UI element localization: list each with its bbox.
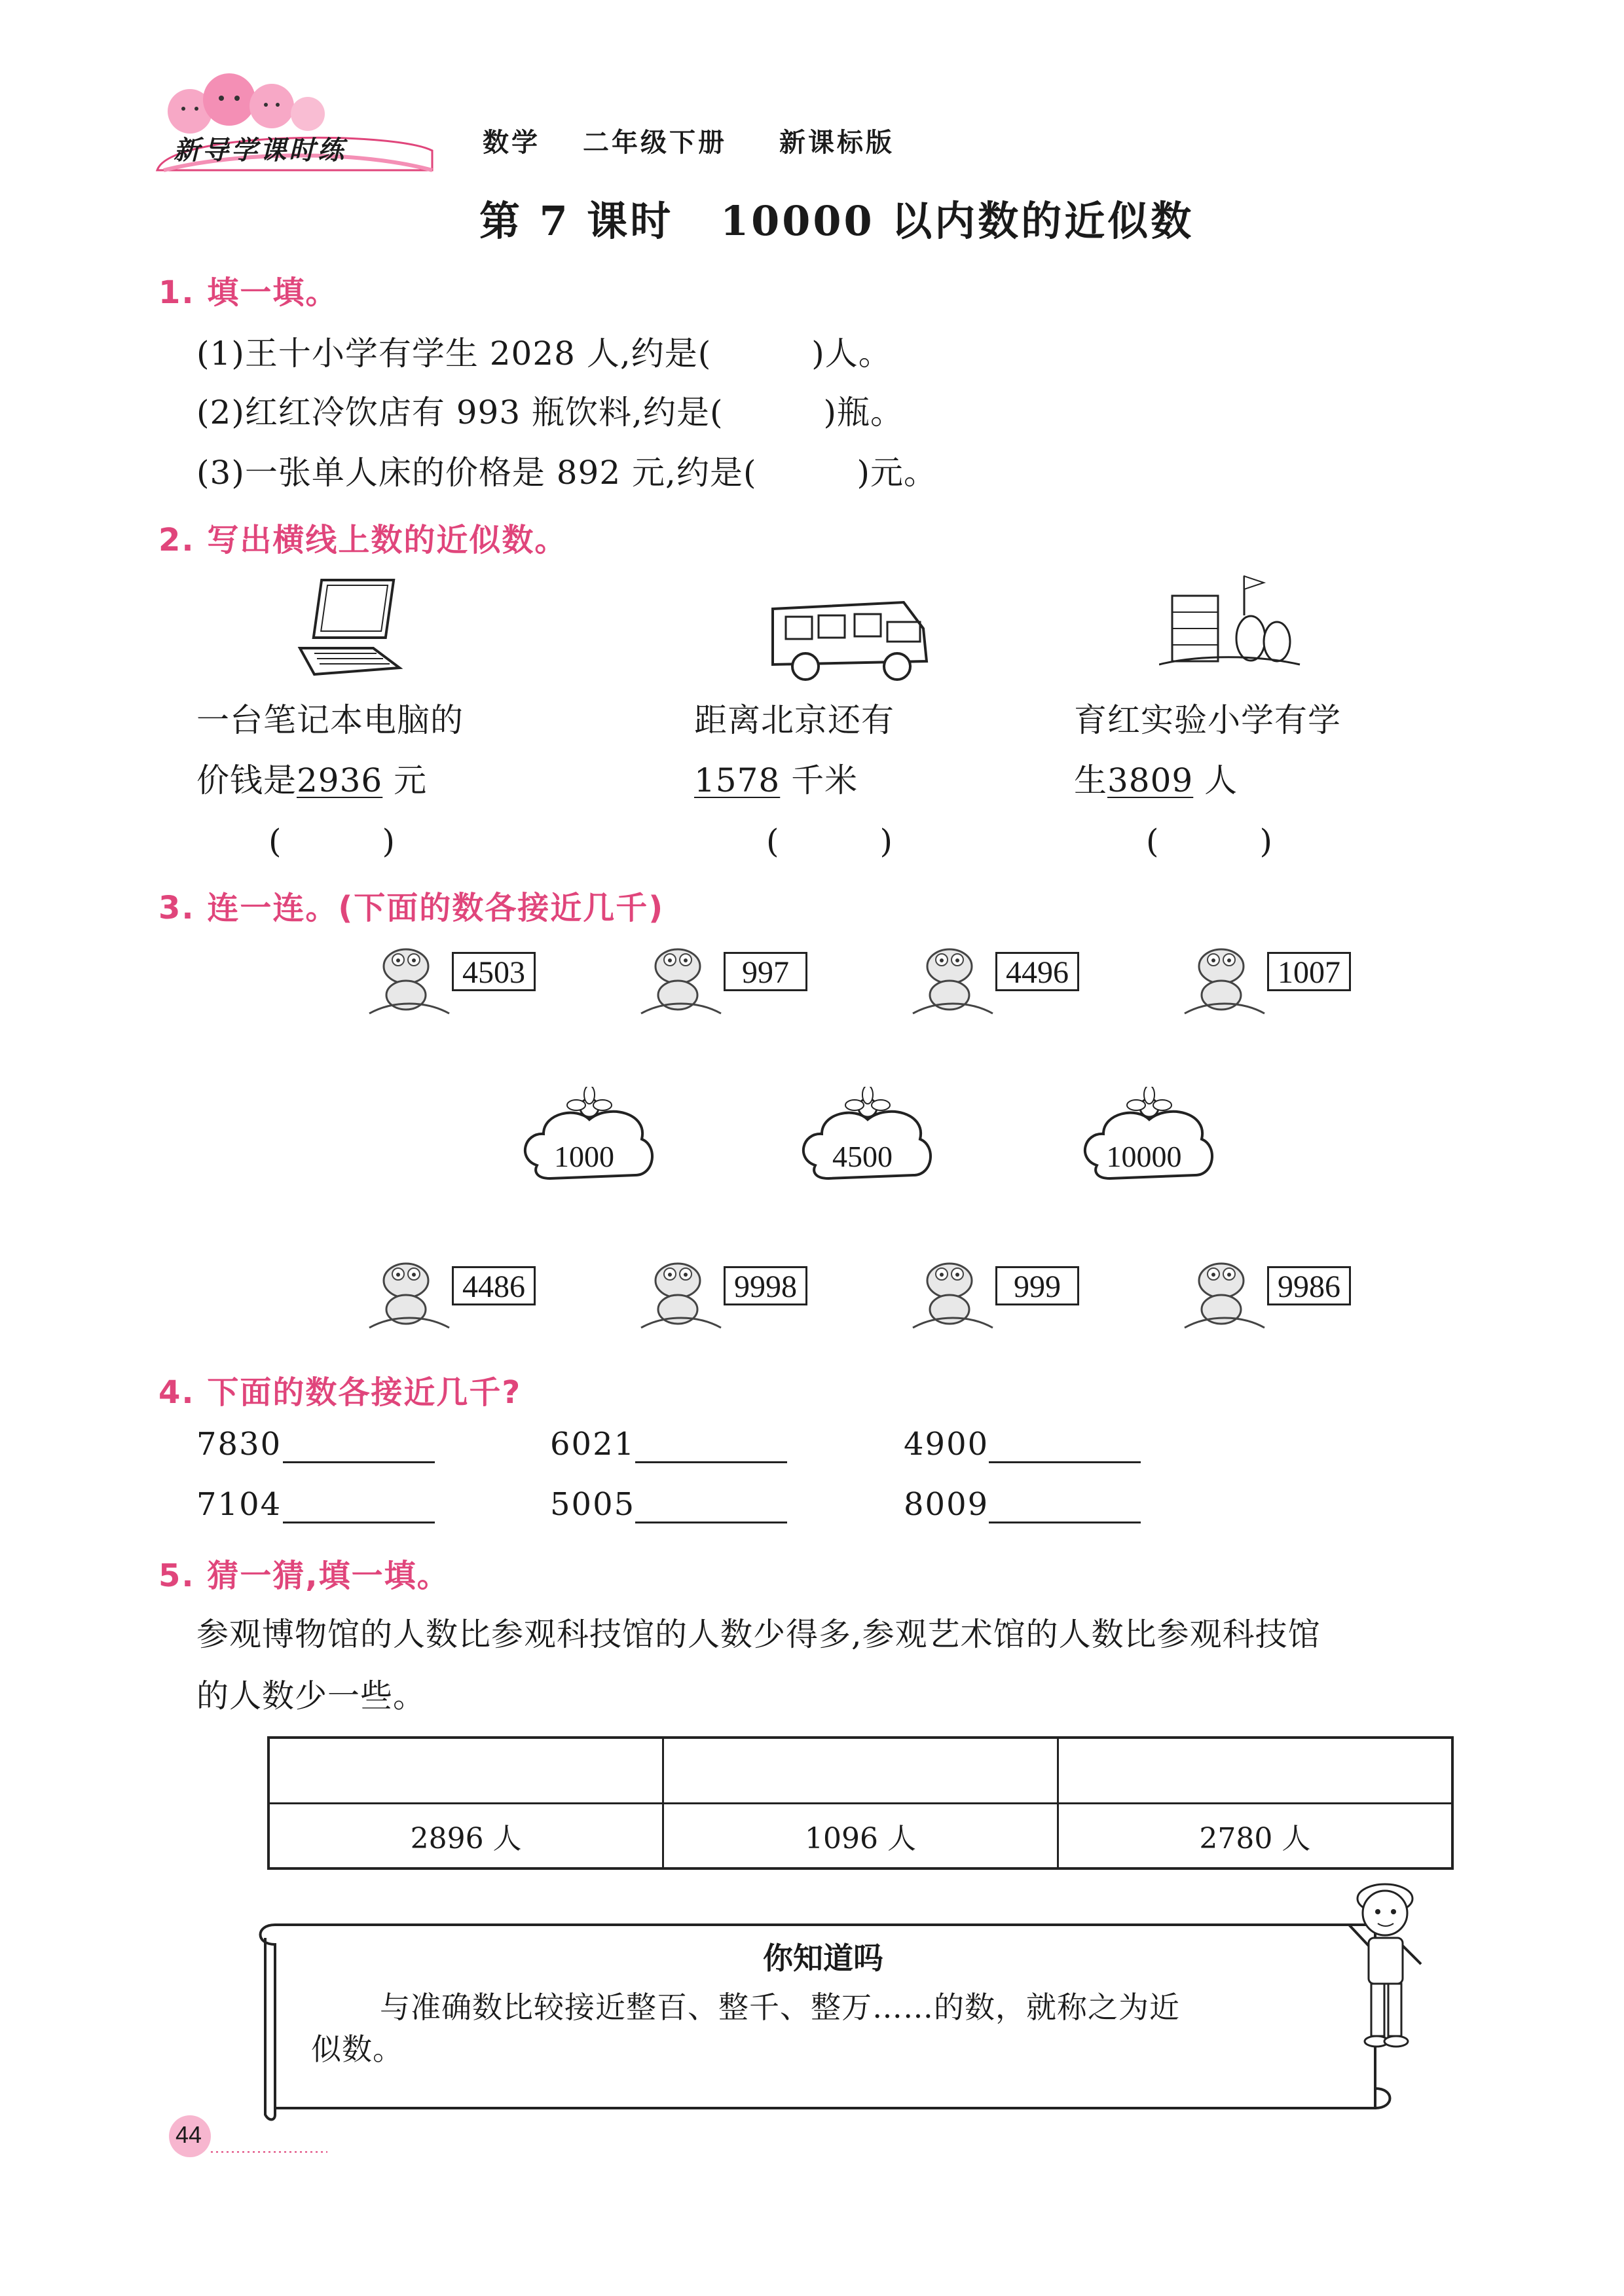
q4-number: 6021: [550, 1426, 636, 1463]
tip-line2: 似数。: [311, 2032, 403, 2067]
q3-bottom-number-2: 9998: [724, 1266, 807, 1305]
frog-icon: [910, 1254, 995, 1333]
q3-cloud-3: 10000: [1106, 1140, 1182, 1173]
q5-blank-cell[interactable]: [663, 1738, 1058, 1803]
q5-blank-cell[interactable]: [268, 1738, 663, 1803]
q2-card-1-line2: 价钱是2936 元: [196, 761, 428, 799]
series-name: 新导学课时练: [174, 135, 346, 166]
q4-title: 4. 下面的数各接近几千?: [158, 1374, 522, 1411]
q3-top-number-2: 997: [724, 952, 807, 991]
q2-card-3-number: 3809: [1107, 761, 1194, 799]
q4-answer-blank[interactable]: [635, 1522, 787, 1523]
frog-icon: [1182, 940, 1267, 1019]
frog-icon: [910, 940, 995, 1019]
q4-number: 8009: [904, 1486, 989, 1523]
q4-answer-blank[interactable]: [635, 1461, 787, 1463]
q5-blank-cell[interactable]: [1058, 1738, 1452, 1803]
page-number: 44: [175, 2121, 202, 2148]
lesson-topic: 10000 以内数的近似数: [720, 197, 1194, 245]
q5-value-cell: 2896 人: [268, 1803, 663, 1868]
q2-card-3-answer: ( ): [1146, 822, 1274, 860]
q3-top-number-3: 4496: [995, 952, 1079, 991]
q2-card-2-line2: 1578 千米: [694, 761, 858, 799]
q5-table: [267, 1736, 1454, 1870]
frog-icon: [638, 1254, 724, 1333]
q2-card-2-number: 1578: [694, 761, 781, 799]
q5-value-cell: 2780 人: [1058, 1803, 1452, 1868]
bus-icon: [760, 589, 936, 687]
tip-line1: 与准确数比较接近整百、整千、整万……的数，就称之为近: [380, 1990, 1180, 2025]
q2-card-1-answer: ( ): [268, 822, 396, 860]
q4-answer-blank[interactable]: [283, 1461, 435, 1463]
q2-card-2-line1: 距离北京还有: [694, 701, 895, 739]
q5-title: 5. 猜一猜,填一填。: [158, 1558, 450, 1594]
q4-number: 4900: [904, 1426, 989, 1463]
q1-item-3: (3)一张单人床的价格是 892 元,约是( )元。: [196, 454, 937, 492]
q5-value-cell: 1096 人: [663, 1803, 1058, 1868]
boy-character-icon: [1336, 1872, 1434, 2056]
q3-top-number-1: 4503: [452, 952, 536, 991]
edition: 新课标版: [779, 127, 895, 158]
q2-title: 2. 写出横线上数的近似数。: [158, 522, 568, 558]
q5-text-line1: 参观博物馆的人数比参观科技馆的人数少得多,参观艺术馆的人数比参观科技馆: [196, 1616, 1321, 1653]
q1-item-2: (2)红红冷饮店有 993 瓶饮料,约是( )瓶。: [196, 393, 904, 431]
q2-card-1-line1: 一台笔记本电脑的: [196, 701, 464, 739]
school-icon: [1159, 570, 1303, 687]
q2-card-3-line2: 生3809 人: [1074, 761, 1238, 799]
q2-card-1-number: 2936: [297, 761, 383, 799]
q3-bottom-number-4: 9986: [1267, 1266, 1351, 1305]
q4-number: 7830: [196, 1426, 282, 1463]
q4-number: 7104: [196, 1486, 282, 1523]
q2-card-2-answer: ( ): [766, 822, 894, 860]
q5-text-line2: 的人数少一些。: [196, 1677, 426, 1715]
q4-answer-blank[interactable]: [989, 1522, 1141, 1523]
q2-card-3-line1: 育红实验小学有学: [1074, 701, 1341, 739]
grade: 二年级下册: [583, 127, 727, 158]
q4-answer-blank[interactable]: [283, 1522, 435, 1523]
q3-bottom-number-3: 999: [995, 1266, 1079, 1305]
q4-number: 5005: [550, 1486, 636, 1523]
subject: 数学: [483, 127, 540, 158]
q3-bottom-number-1: 4486: [452, 1266, 536, 1305]
q1-item-1: (1)王十小学有学生 2028 人,约是( )人。: [196, 335, 892, 373]
frog-icon: [367, 940, 452, 1019]
q3-cloud-2: 4500: [832, 1140, 893, 1173]
frog-icon: [638, 940, 724, 1019]
laptop-icon: [288, 576, 406, 681]
q4-answer-blank[interactable]: [989, 1461, 1141, 1463]
q3-title: 3. 连一连。(下面的数各接近几千): [158, 890, 665, 926]
frog-icon: [1182, 1254, 1267, 1333]
q3-cloud-1: 1000: [554, 1140, 614, 1173]
frog-icon: [367, 1254, 452, 1333]
tip-title: 你知道吗: [763, 1941, 883, 1976]
q1-title: 1. 填一填。: [158, 274, 339, 311]
lesson-number: 第 7 课时: [479, 197, 674, 245]
q3-top-number-4: 1007: [1267, 952, 1351, 991]
